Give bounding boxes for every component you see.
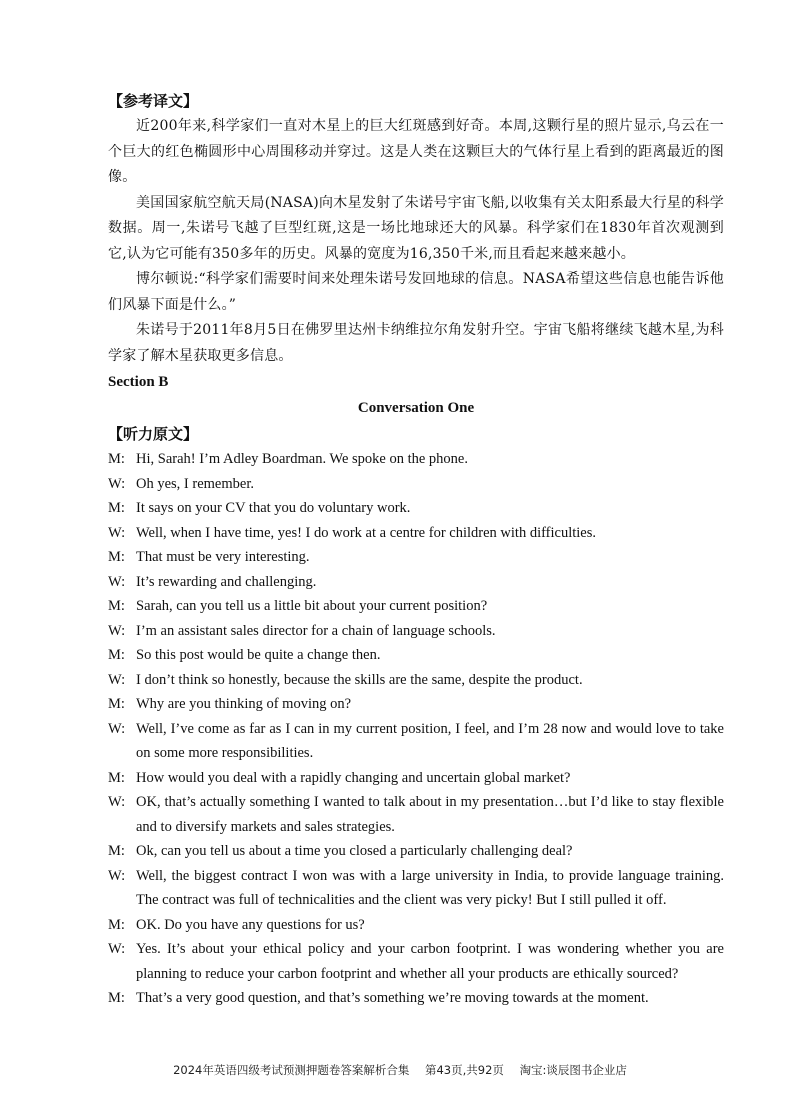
utterance-text: Yes. It’s about your ethical policy and your carbon footprint. I was wondering whether you are planning to reduce your carbon footprint and whether all your products are ethically sourced? — [136, 941, 724, 982]
utterance-text: I don’t think so honestly, because the skills are the same, despite the product. — [136, 671, 583, 688]
utterance-text: Hi, Sarah! I’m Adley Boardman. We spoke on the phone. — [136, 451, 468, 467]
dialogue-line — [108, 790, 724, 839]
speaker-label: W: — [108, 475, 126, 492]
utterance-text: Why are you thinking of moving on? — [136, 696, 352, 712]
speaker-label: W: — [108, 524, 126, 541]
footer-shop: 淘宝:谈辰图书企业店 — [519, 1063, 627, 1077]
dialogue-line — [108, 643, 724, 668]
section-label: Section B — [108, 374, 169, 390]
utterance-text: Well, I’ve come as far as I can in my current position, I feel, and I’m 28 now and would love to take on some more responsibilities. — [136, 720, 724, 761]
speaker-label: M: — [108, 916, 125, 933]
dialogue-line — [108, 619, 724, 644]
dialogue-line — [108, 864, 724, 913]
page-content — [108, 88, 724, 1011]
speaker-label: M: — [108, 647, 125, 663]
translation-heading: 【参考译文】 — [108, 92, 199, 110]
speaker-label: M: — [108, 696, 125, 712]
utterance-text: OK, that’s actually something I wanted to talk about in my presentation…but I’d like to stay flexible and to diversify markets and sales strategies. — [136, 794, 724, 835]
translation-paragraph-1: 近200年来,科学家们一直对木星上的巨大红斑感到好奇。本周,这颗行星的照片显示,乌云在一个巨大的红色椭圆形中心周围移动并穿过。这是人类在这颗巨大的气体行星上看到的距离最近的图像。 — [108, 118, 724, 185]
dialogue-line — [108, 521, 724, 546]
speaker-label: W: — [108, 867, 126, 884]
speaker-label: M: — [108, 500, 125, 516]
speaker-label: W: — [108, 622, 126, 639]
dialogue-line — [108, 937, 724, 986]
utterance-text: I’m an assistant sales director for a chain of language schools. — [136, 622, 496, 639]
dialogue-line — [108, 913, 724, 938]
dialogue-line — [108, 766, 724, 791]
utterance-text: Well, the biggest contract I won was with a large university in India, to provide language training. The contract was full of technicalities and the client was very picky! But I still pulled it off. — [136, 867, 724, 908]
dialogue-line — [108, 496, 724, 521]
speaker-label: M: — [108, 990, 125, 1006]
translation-paragraph-3: 博尔顿说:“科学家们需要时间来处理朱诺号发回地球的信息。NASA希望这些信息也能告诉他们风暴下面是什么。” — [108, 271, 724, 313]
conversation-title: Conversation One — [357, 400, 475, 416]
utterance-text: Sarah, can you tell us a little bit about your current position? — [136, 598, 488, 614]
speaker-label: M: — [108, 769, 125, 786]
dialogue-line — [108, 692, 724, 717]
footer-page-number: 第43页,共92页 — [424, 1063, 504, 1077]
utterance-text: It’s rewarding and challenging. — [136, 573, 317, 590]
utterance-text: How would you deal with a rapidly changing and uncertain global market? — [136, 769, 571, 786]
speaker-label: W: — [108, 573, 126, 590]
utterance-text: It says on your CV that you do voluntary work. — [136, 500, 411, 516]
dialogue-line — [108, 570, 724, 595]
dialogue-line — [108, 447, 724, 472]
speaker-label: M: — [108, 549, 125, 565]
utterance-text: Well, when I have time, yes! I do work at a centre for children with difficulties. — [136, 524, 596, 541]
utterance-text: Ok, can you tell us about a time you closed a particularly challenging deal? — [136, 843, 573, 859]
dialogue-line — [108, 594, 724, 619]
speaker-label: W: — [108, 671, 126, 688]
speaker-label: M: — [108, 598, 125, 614]
speaker-label: M: — [108, 843, 125, 859]
page-footer — [0, 1062, 800, 1078]
utterance-text: That’s a very good question, and that’s something we’re moving towards at the moment. — [136, 990, 649, 1006]
transcript-heading: 【听力原文】 — [108, 425, 199, 443]
dialogue-line — [108, 472, 724, 497]
footer-title: 2024年英语四级考试预测押题卷答案解析合集 — [173, 1063, 410, 1077]
speaker-label: M: — [108, 451, 125, 467]
speaker-label: W: — [108, 941, 126, 957]
dialogue-line — [108, 839, 724, 864]
utterance-text: Oh yes, I remember. — [136, 475, 254, 492]
utterance-text: OK. Do you have any questions for us? — [136, 916, 365, 933]
dialogue-transcript — [108, 447, 724, 1011]
utterance-text: So this post would be quite a change then. — [136, 647, 381, 663]
translation-paragraph-2: 美国国家航空航天局(NASA)向木星发射了朱诺号宇宙飞船,以收集有关太阳系最大行星的科学数据。周一,朱诺号飞越了巨型红斑,这是一场比地球还大的风暴。科学家们在1830年首次观测到它,认为它可能有350多年的历史。风暴的宽度为16,350千米,而且看起来越来越小。 — [108, 194, 724, 262]
dialogue-line — [108, 668, 724, 693]
dialogue-line — [108, 717, 724, 766]
translation-paragraph-4: 朱诺号于2011年8月5日在佛罗里达州卡纳维拉尔角发射升空。宇宙飞船将继续飞越木星,为科学家了解木星获取更多信息。 — [108, 322, 724, 364]
dialogue-line — [108, 986, 724, 1011]
speaker-label: W: — [108, 720, 126, 737]
speaker-label: W: — [108, 794, 126, 810]
utterance-text: That must be very interesting. — [136, 549, 310, 565]
dialogue-line — [108, 545, 724, 570]
